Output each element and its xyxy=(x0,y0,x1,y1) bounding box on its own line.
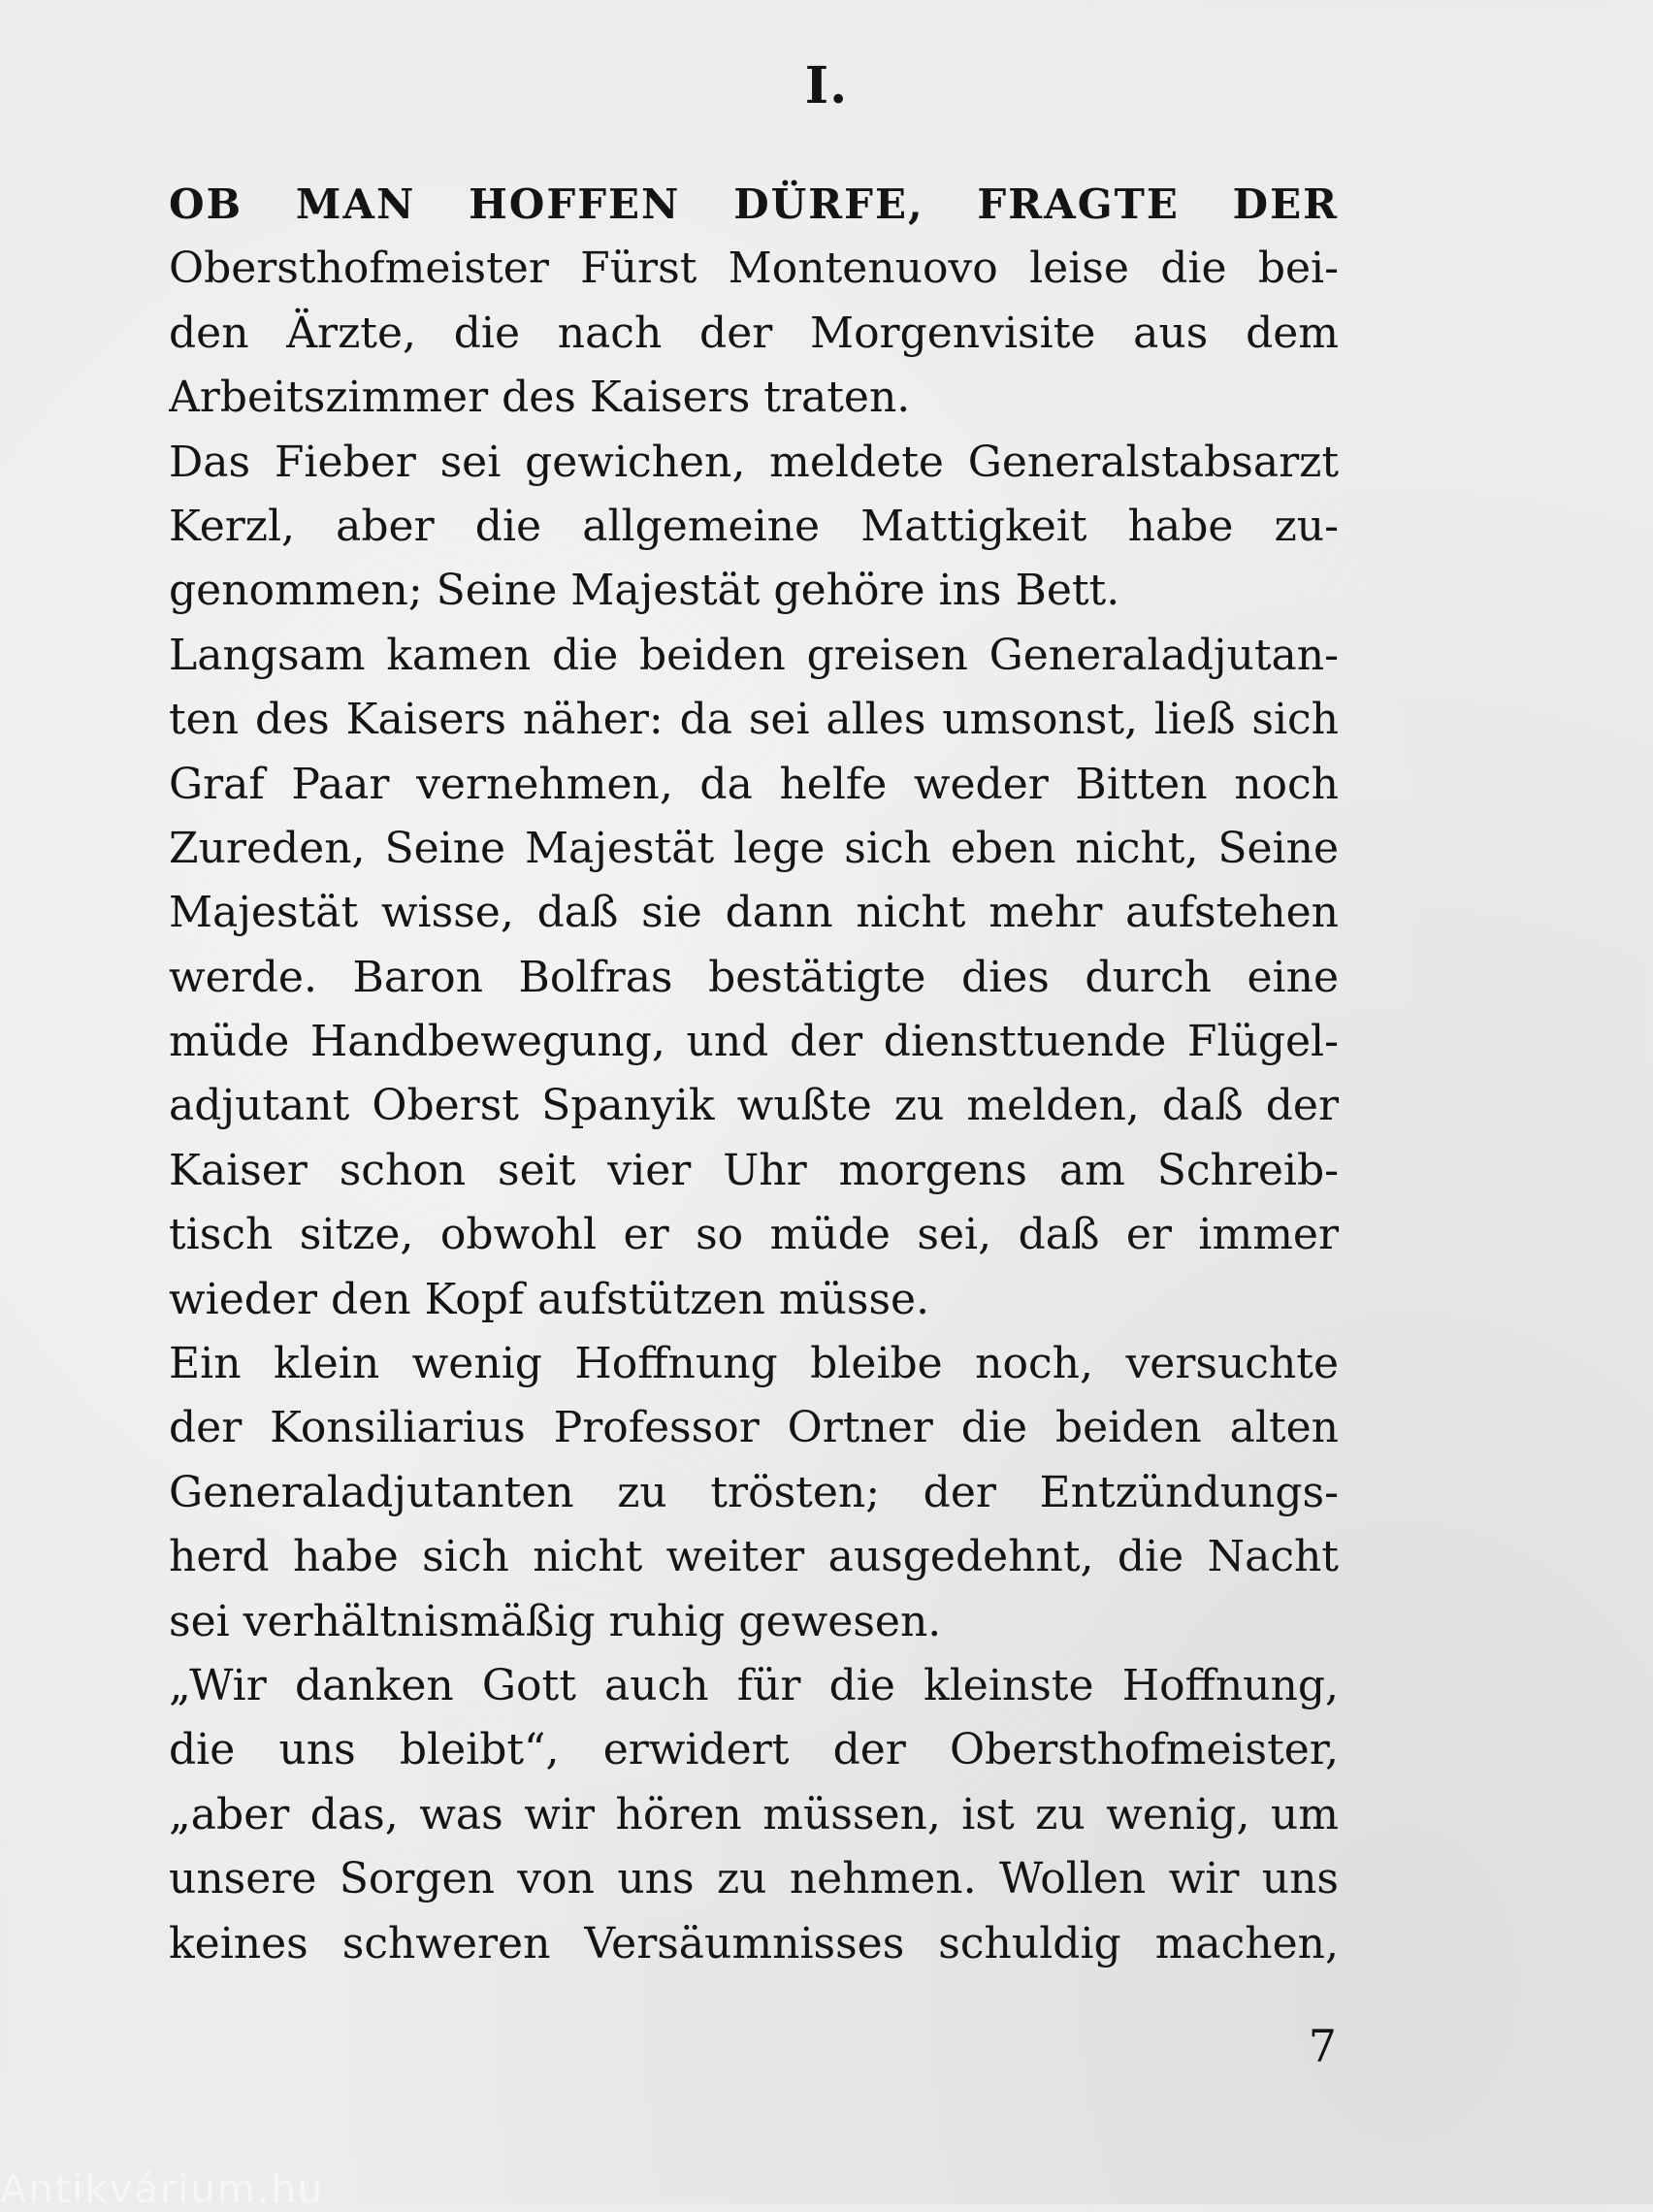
text-line: Langsam kamen die beiden greisen Generaladjutan- xyxy=(169,630,1339,680)
text-line: herd habe sich nicht weiter ausgedehnt, die Nacht xyxy=(169,1532,1339,1582)
text-line: unsere Sorgen von uns zu nehmen. Wollen wir uns xyxy=(169,1854,1339,1904)
text-line: Arbeitszimmer des Kaisers traten. xyxy=(169,373,911,423)
text-line: der Konsiliarius Professor Ortner die beiden alten xyxy=(169,1403,1339,1453)
text-line: Ein klein wenig Hoffnung bleibe noch, versuchte xyxy=(169,1339,1339,1389)
text-line: wieder den Kopf aufstützen müsse. xyxy=(169,1274,930,1324)
text-line: Generaladjutanten zu trösten; der Entzündungs- xyxy=(169,1467,1339,1517)
text-line: Das Fieber sei gewichen, meldete Generalstabsarzt xyxy=(169,437,1339,487)
chapter-number: I. xyxy=(804,56,849,115)
text-line: adjutant Oberst Spanyik wußte zu melden, daß der xyxy=(169,1081,1339,1131)
text-line: genommen; Seine Majestät gehöre ins Bett. xyxy=(169,566,1120,616)
text-line: ten des Kaisers näher: da sei alles umsonst, ließ sich xyxy=(169,695,1339,745)
text-line: die uns bleibt“, erwidert der Obersthofmeister, xyxy=(169,1725,1339,1775)
text-line: Kerzl, aber die allgemeine Mattigkeit habe zu- xyxy=(169,501,1339,551)
body-text xyxy=(169,173,1339,1976)
page-number: 7 xyxy=(1308,2020,1337,2072)
text-line: den Ärzte, die nach der Morgenvisite aus dem xyxy=(169,308,1339,358)
text-line: keines schweren Versäumnisses schuldig machen, xyxy=(169,1918,1339,1968)
text-line: Graf Paar vernehmen, da helfe weder Bitten noch xyxy=(169,759,1339,809)
text-line: tisch sitze, obwohl er so müde sei, daß er immer xyxy=(169,1210,1339,1260)
text-line: OB MAN HOFFEN DÜRFE, FRAGTE DER xyxy=(169,180,1339,228)
text-line: Kaiser schon seit vier Uhr morgens am Schreib- xyxy=(169,1145,1339,1195)
text-line: sei verhältnismäßig ruhig gewesen. xyxy=(169,1596,942,1646)
text-line: „Wir danken Gott auch für die kleinste Hoffnung, xyxy=(169,1660,1339,1710)
text-line: „aber das, was wir hören müssen, ist zu wenig, um xyxy=(169,1789,1339,1839)
text-line: werde. Baron Bolfras bestätigte dies durch eine xyxy=(169,952,1339,1002)
text-line: Obersthofmeister Fürst Montenuovo leise die bei- xyxy=(169,244,1339,294)
text-line: Majestät wisse, daß sie dann nicht mehr aufstehen xyxy=(169,888,1339,938)
text-line: Zureden, Seine Majestät lege sich eben nicht, Seine xyxy=(169,823,1339,873)
text-line: müde Handbewegung, und der diensttuende Flügel- xyxy=(169,1017,1339,1067)
watermark: Antikvárium.hu xyxy=(0,2167,325,2212)
